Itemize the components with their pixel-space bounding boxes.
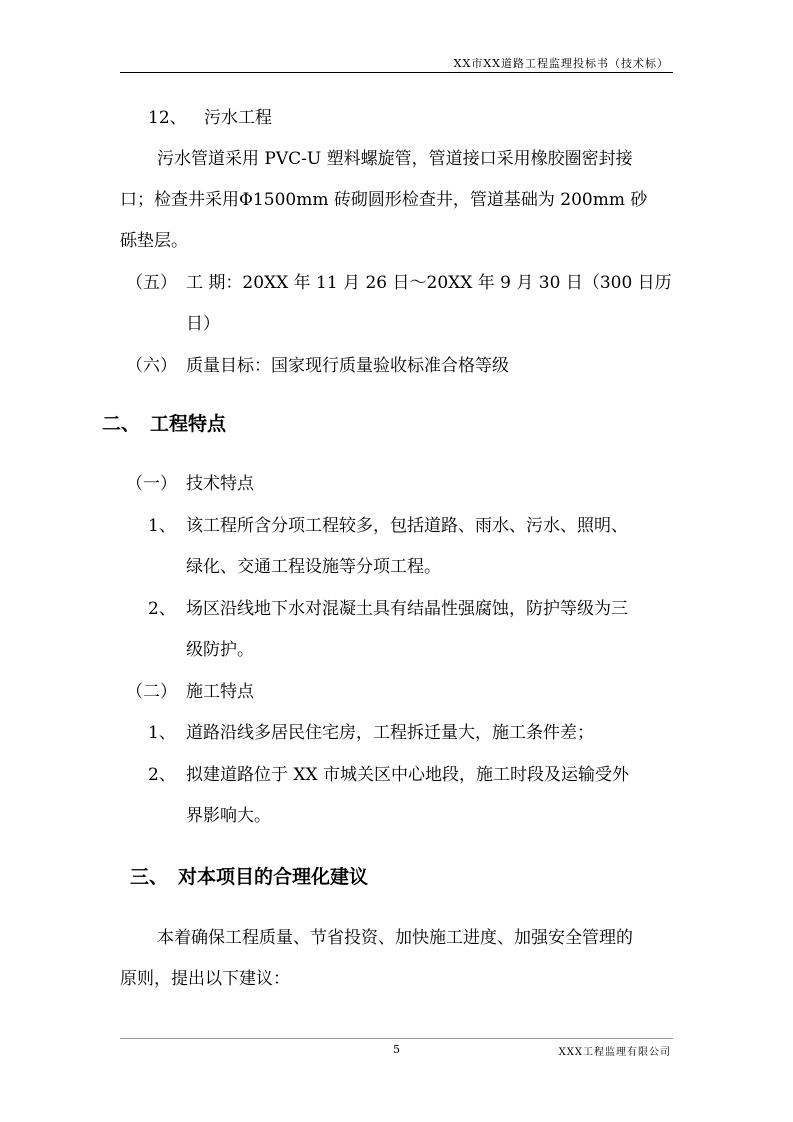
header-title: XX市XX道路工程监理投标书（技术标） <box>453 57 669 70</box>
list-item-number: 2、 <box>148 765 176 785</box>
list-item-number: 1、 <box>148 516 176 536</box>
section-3-title: 对本项目的合理化建议 <box>178 866 369 888</box>
item-5-text: 工 期：20XX 年 11 月 26 日～20XX 年 9 月 30 日（300 日历 <box>186 273 672 293</box>
section-12-number: 12、 <box>148 108 187 128</box>
paragraph-line: 口；检查井采用Φ1500mm 砖砌圆形检查井，管道基础为 200mm 砂 <box>120 190 648 210</box>
section-3-number: 三、 <box>130 866 169 888</box>
paragraph-line: 污水管道采用 PVC-U 塑料螺旋管，管道接口采用橡胶圈密封接 <box>157 149 633 169</box>
page-number: 5 <box>393 1043 400 1056</box>
subsection-title: 施工特点 <box>186 682 254 702</box>
list-item-line: 拟建道路位于 XX 市城关区中心地段，施工时段及运输受外 <box>186 765 630 785</box>
list-item-line: 界影响大。 <box>186 806 271 826</box>
list-item-number: 2、 <box>148 599 176 619</box>
company-name: XXX工程监理有限公司 <box>558 1047 671 1058</box>
section-12-heading <box>148 108 272 128</box>
list-item-line: 道路沿线多居民住宅房，工程拆迁量大，施工条件差； <box>186 723 594 743</box>
list-item-line: 场区沿线地下水对混凝土具有结晶性强腐蚀，防护等级为三 <box>186 599 628 619</box>
list-item-line: 绿化、交通工程设施等分项工程。 <box>186 557 441 577</box>
subsection-number: （一） <box>126 474 177 494</box>
subsection-title: 技术特点 <box>186 474 254 494</box>
item-5-continuation: 日） <box>186 314 220 334</box>
paragraph-line: 本着确保工程质量、节省投资、加快施工进度、加强安全管理的 <box>157 928 633 948</box>
item-5-number: （五） <box>126 273 177 293</box>
section-2-number: 二、 <box>102 413 141 435</box>
subsection-number: （二） <box>126 682 177 702</box>
list-item-line: 级防护。 <box>186 640 254 660</box>
item-6-text: 质量目标：国家现行质量验收标准合格等级 <box>186 356 509 376</box>
list-item-line: 该工程所含分项工程较多，包括道路、雨水、污水、照明、 <box>186 516 628 536</box>
header-divider <box>120 72 673 73</box>
section-2-title: 工程特点 <box>150 413 227 435</box>
list-item-number: 1、 <box>148 723 176 743</box>
section-12-title: 污水工程 <box>204 108 273 128</box>
footer-divider <box>120 1038 673 1039</box>
paragraph-line: 砾垫层。 <box>120 231 188 251</box>
paragraph-line: 原则，提出以下建议： <box>120 969 290 989</box>
item-6-number: （六） <box>126 356 177 376</box>
